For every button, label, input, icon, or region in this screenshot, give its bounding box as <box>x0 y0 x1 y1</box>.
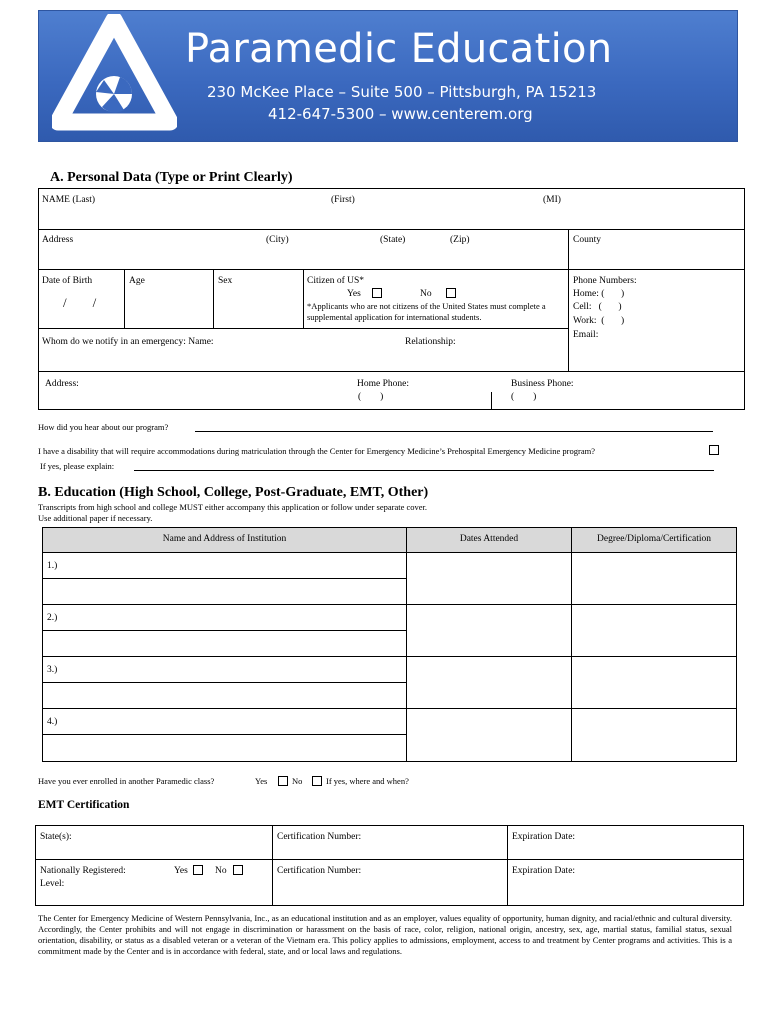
row4-dates-field[interactable] <box>406 708 572 762</box>
enrolled-label: Have you ever enrolled in another Paramedic class? <box>38 776 215 786</box>
emt-expiration-label: Expiration Date: <box>512 832 576 842</box>
nat-reg-label: Nationally Registered: <box>40 866 126 876</box>
additional-paper-note: Use additional paper if necessary. <box>38 513 153 523</box>
row3-label: 3.) <box>47 665 58 675</box>
row1-degree-field[interactable] <box>571 552 737 605</box>
row1-dates-field[interactable] <box>406 552 572 605</box>
emt-states-label: State(s): <box>40 832 72 842</box>
hear-about-label: How did you hear about our program? <box>38 422 169 432</box>
citizen-no-label: No <box>420 289 432 299</box>
name-mi-label: (MI) <box>543 195 561 205</box>
enrolled-no-checkbox[interactable] <box>312 776 322 786</box>
row3-dates-field[interactable] <box>406 656 572 709</box>
nat-reg-yes-checkbox[interactable] <box>193 865 203 875</box>
emt-cert-number-label: Certification Number: <box>277 832 362 842</box>
row2-dates-field[interactable] <box>406 604 572 657</box>
age-label: Age <box>129 276 145 286</box>
section-a-heading: A. Personal Data (Type or Print Clearly) <box>50 170 293 185</box>
citizen-yes-label: Yes <box>347 289 361 299</box>
dob-slashes: / / <box>63 295 97 310</box>
enrolled-yes-label: Yes <box>255 776 268 786</box>
row4-name-field[interactable] <box>42 708 407 735</box>
name-first-label: (First) <box>331 195 355 205</box>
row1-label: 1.) <box>47 561 58 571</box>
row1-address-field[interactable] <box>42 578 407 605</box>
row2-name-field[interactable] <box>42 604 407 631</box>
level-label: Level: <box>40 879 65 889</box>
enrolled-yes-checkbox[interactable] <box>278 776 288 786</box>
row2-label: 2.) <box>47 613 58 623</box>
sex-label: Sex <box>218 276 233 286</box>
emergency-divider <box>491 392 492 410</box>
banner-title: Paramedic Education <box>185 26 613 72</box>
col-dates: Dates Attended <box>406 527 572 553</box>
city-label: (City) <box>266 235 289 245</box>
emergency-address-field[interactable] <box>38 371 745 410</box>
home-phone-label: Home: ( ) <box>573 289 625 299</box>
relationship-label: Relationship: <box>405 337 456 347</box>
em-business-phone-paren: ( ) <box>511 392 537 402</box>
name-last-label: NAME (Last) <box>42 195 96 205</box>
email-label: Email: <box>573 330 599 340</box>
nat-reg-cert-number-label: Certification Number: <box>277 866 362 876</box>
citizen-yes-checkbox[interactable] <box>372 288 382 298</box>
work-phone-label: Work: ( ) <box>573 316 625 326</box>
state-label: (State) <box>380 235 406 245</box>
explain-label: If yes, please explain: <box>40 461 115 471</box>
row3-name-field[interactable] <box>42 656 407 683</box>
explain-input[interactable] <box>134 470 714 471</box>
em-home-phone-paren: ( ) <box>358 392 384 402</box>
phone-numbers-label: Phone Numbers: <box>573 276 637 286</box>
citizen-no-checkbox[interactable] <box>446 288 456 298</box>
enrolled-no-label: No <box>292 776 303 786</box>
transcripts-note: Transcripts from high school and college MUST either accompany this application or follow under separate cover. <box>38 502 428 512</box>
enrolled-where-label: If yes, where and when? <box>326 776 409 786</box>
col-degree: Degree/Diploma/Certification <box>571 527 737 553</box>
address-field[interactable] <box>38 229 569 270</box>
row3-address-field[interactable] <box>42 682 407 709</box>
name-field[interactable] <box>38 188 745 230</box>
row2-address-field[interactable] <box>42 630 407 657</box>
hear-about-input[interactable] <box>195 431 713 432</box>
citizen-note: *Applicants who are not citizens of the United States must complete a supplemental application for international students. <box>307 301 546 322</box>
row3-degree-field[interactable] <box>571 656 737 709</box>
em-business-phone-label: Business Phone: <box>511 379 574 389</box>
nat-reg-expiration-label: Expiration Date: <box>512 866 576 876</box>
disability-label: I have a disability that will require accommodations during matriculation through the Center for Emergency Medicine’s Prehospital Emergency Medicine program? <box>38 446 595 456</box>
row4-degree-field[interactable] <box>571 708 737 762</box>
row4-address-field[interactable] <box>42 734 407 762</box>
nat-reg-yes-label: Yes <box>174 866 188 876</box>
em-home-phone-label: Home Phone: <box>357 379 409 389</box>
banner-contact: 412-647-5300 – www.centerem.org <box>268 105 533 123</box>
row4-label: 4.) <box>47 717 58 727</box>
nat-reg-no-checkbox[interactable] <box>233 865 243 875</box>
emergency-label: Whom do we notify in an emergency: Name: <box>42 337 214 347</box>
banner-address: 230 McKee Place – Suite 500 – Pittsburgh, PA 15213 <box>207 83 597 101</box>
disability-checkbox[interactable] <box>709 445 719 455</box>
zip-label: (Zip) <box>450 235 470 245</box>
row1-name-field[interactable] <box>42 552 407 579</box>
citizen-label: Citizen of US* <box>307 276 364 286</box>
emt-heading: EMT Certification <box>38 799 130 811</box>
row2-degree-field[interactable] <box>571 604 737 657</box>
county-label: County <box>573 235 601 245</box>
logo-icon <box>52 14 177 132</box>
cell-phone-label: Cell: ( ) <box>573 302 622 312</box>
section-b-heading: B. Education (High School, College, Post-Graduate, EMT, Other) <box>38 485 429 500</box>
dob-label: Date of Birth <box>42 276 93 286</box>
equal-opportunity-statement: The Center for Emergency Medicine of Western Pennsylvania, Inc., as an educational institution and as an employer, values equality of opportunity, human dignity, and racial/ethnic and cultural diversity. Accordingly, the Center prohibits and will not engage in discrimination or harassment on the basis of race, color, religion, national origin, ancestry, sex, age, martial status, familial status, sexual orientation, disability, or status as a disabled veteran or a veteran of the Vietnam era. This policy applies to admissions, employment, access to and treatment by Center programs and activities. This is a commitment made by the Center and is in accordance with federal, state, and or local laws and regulations. <box>38 913 732 956</box>
col-institution: Name and Address of Institution <box>42 527 407 553</box>
em-address-label: Address: <box>45 379 79 389</box>
address-label: Address <box>42 235 74 245</box>
emergency-contact-field[interactable] <box>38 328 569 372</box>
nat-reg-no-label: No <box>215 866 227 876</box>
